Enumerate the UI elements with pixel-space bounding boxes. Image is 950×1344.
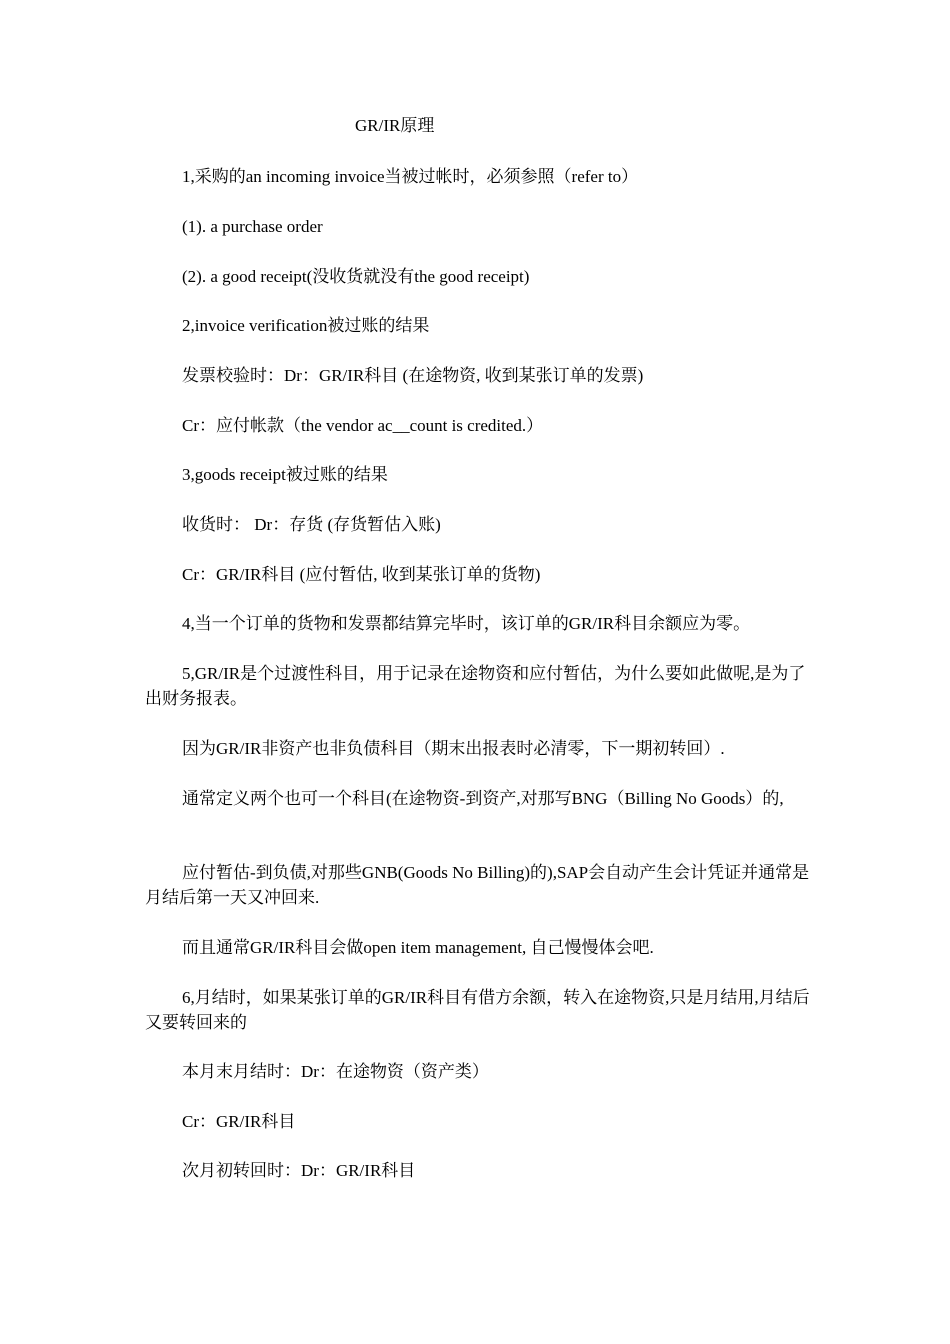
paragraph-6: Cr：应付帐款（the vendor ac__count is credited.） — [182, 416, 544, 435]
paragraph-14: 应付暂估-到负债,对那些GNB(Goods No Billing)的),SAP会自动产生会计凭证并通常是月结后第一天又冲回来. — [145, 863, 810, 907]
paragraph-12: 因为GR/IR非资产也非负债科目（期末出报表时必清零，下一期初转回）. — [182, 739, 725, 758]
paragraph-3: (2). a good receipt(没收货就没有the good receipt) — [182, 267, 530, 286]
paragraph-10: 4,当一个订单的货物和发票都结算完毕时，该订单的GR/IR科目余额应为零。 — [182, 614, 751, 633]
paragraph-18: Cr：GR/IR科目 — [182, 1112, 296, 1131]
paragraph-2: (1). a purchase order — [182, 217, 323, 236]
paragraph-11: 5,GR/IR是个过渡性科目，用于记录在途物资和应付暂估，为什么要如此做呢,是为了出财务报表。 — [145, 664, 806, 708]
paragraph-15: 而且通常GR/IR科目会做open item management, 自己慢慢体会吧. — [182, 938, 654, 957]
paragraph-9: Cr：GR/IR科目 (应付暂估, 收到某张订单的货物) — [182, 565, 541, 584]
paragraph-1: 1,采购的an incoming invoice当被过帐时，必须参照（refer to） — [182, 167, 639, 186]
paragraph-4: 2,invoice verification被过账的结果 — [182, 316, 430, 335]
paragraph-7: 3,goods receipt被过账的结果 — [182, 465, 388, 484]
paragraph-8: 收货时： Dr：存货 (存货暂估入账) — [182, 515, 441, 534]
paragraph-16: 6,月结时，如果某张订单的GR/IR科目有借方余额，转入在途物资,只是月结用,月结后又要转回来的 — [145, 988, 810, 1032]
paragraph-17: 本月末月结时：Dr：在途物资（资产类） — [182, 1062, 489, 1081]
paragraph-5: 发票校验时：Dr：GR/IR科目 (在途物资, 收到某张订单的发票) — [182, 366, 644, 385]
paragraph-13: 通常定义两个也可一个科目(在途物资-到资产,对那写BNG（Billing No Goods）的, — [182, 789, 784, 808]
document-title: GR/IR原理 — [355, 116, 435, 135]
paragraph-19: 次月初转回时：Dr：GR/IR科目 — [182, 1161, 416, 1180]
